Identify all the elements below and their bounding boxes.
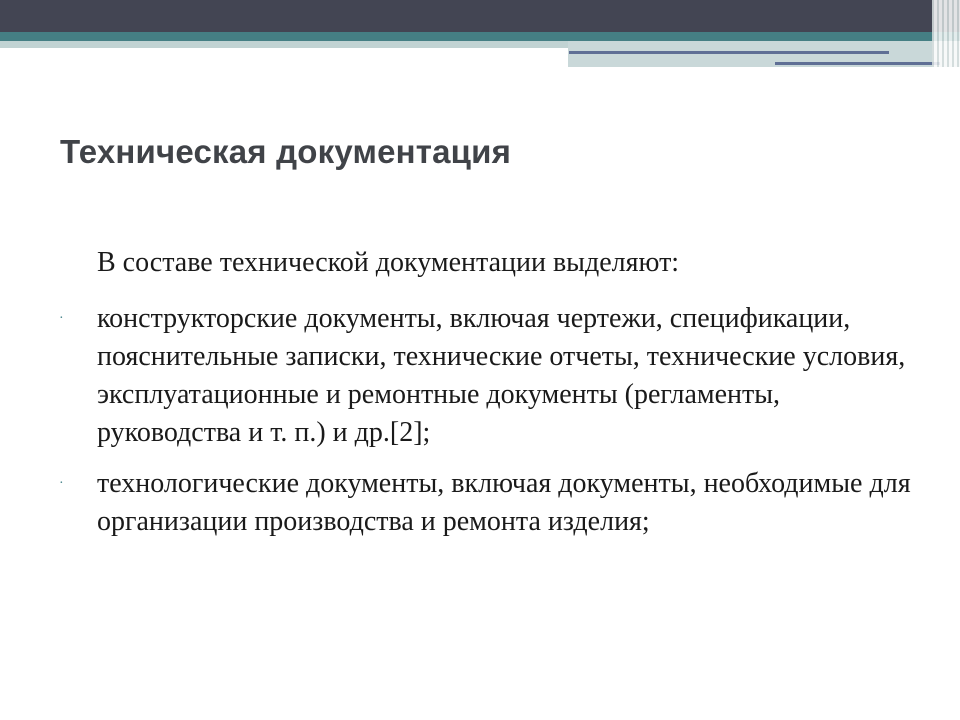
bullet-icon: · <box>59 311 64 326</box>
header-light-bar <box>0 41 568 48</box>
intro-text: В составе технической документации выделяют: <box>97 247 680 278</box>
header-accent-line <box>569 51 889 54</box>
list-item-text: конструкторские документы, включая чертежи, спецификации, пояснительные записки, технические отчеты, технические условия, эксплуатационные и ремонтные документы (регламенты, руководства и т. п.) и др.[2]; <box>97 303 906 448</box>
header-dark-bar <box>0 0 960 32</box>
list-item-text: технологические документы, включая документы, необходимые для организации производства и ремонта изделия; <box>97 468 911 537</box>
header-stripes <box>932 0 960 67</box>
slide-content <box>59 244 924 554</box>
list-item <box>59 465 924 541</box>
list-item <box>59 300 924 452</box>
slide-title: Техническая документация <box>60 133 512 170</box>
header-accent-line-short <box>775 62 940 65</box>
header-teal-bar <box>0 32 960 41</box>
bullet-icon: · <box>59 476 64 491</box>
